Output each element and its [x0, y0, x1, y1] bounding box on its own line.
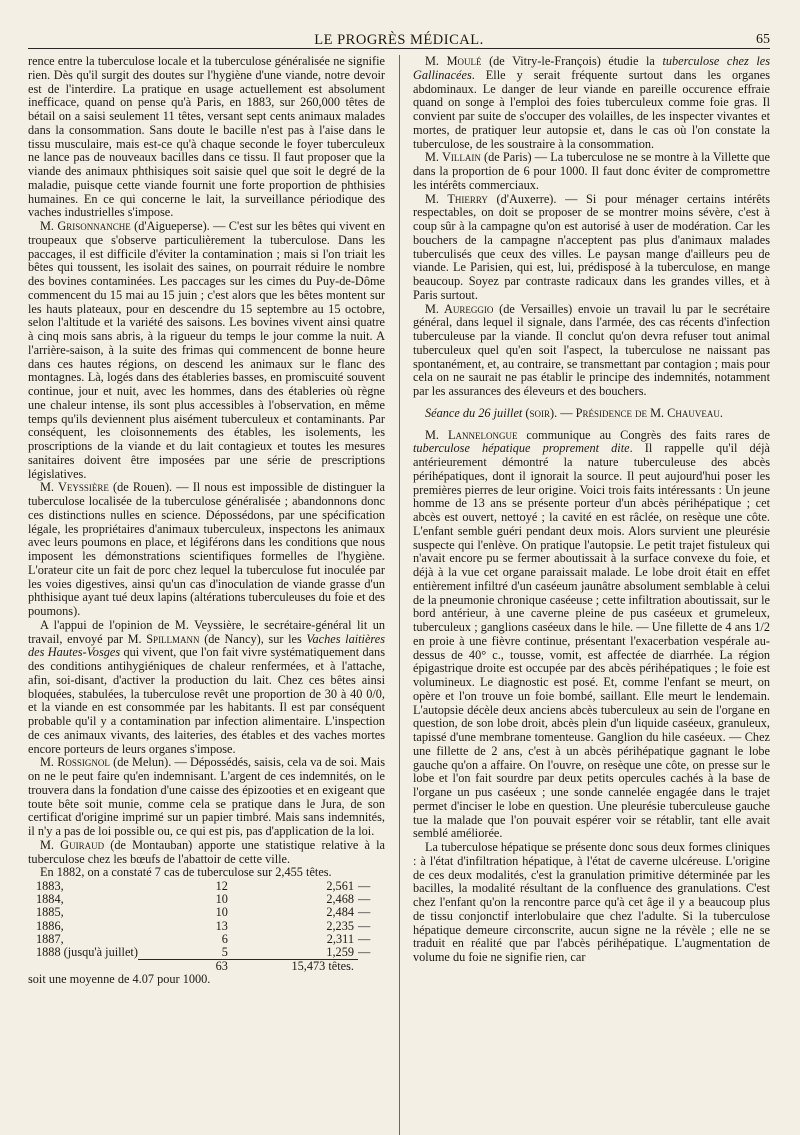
stats-cell-dash: —	[358, 892, 371, 907]
stats-total-cell: 15,473 têtes.	[268, 960, 358, 974]
session-heading: Séance du 26 juillet (soir). — Présidence de M. Chauveau.	[425, 405, 723, 420]
stats-row	[36, 906, 376, 919]
paragraph-villain: M. Villain (de Paris) — La tuberculose ne se montre à la Villette que dans la proportion de 6 pour 1000. Il faut donc éviter de compromettre les intérêts commerciaux.	[413, 150, 770, 192]
speaker-name: M. Guiraud	[40, 837, 105, 852]
paragraph-aureggio: M. Aureggio (de Versailles) envoie un travail lu par le secrétaire général, dans lequel il signale, dans l'armée, des cas récents d'infection tuberculeuse par la viande. Il conclut qu'on devra refuser tout animal tuberculeux quel qu'en soit l'aspect, la tuberculose ne naissant pas spontanément, et, au contraire, se transmettant par contagion ; mais pour cela on ne saurait ne pas établir le principe des indemnités, notamment par les assurances des éleveurs et des bouchers.	[413, 301, 771, 398]
paragraph-thierry: M. Thierry (d'Auxerre). — Si pour ménager certains intérêts respectables, on doit se proposer de se montrer moins sévère, c'est à coup sûr à la campagne qu'on est autorisé à user de modération. Car les bouchers de la campagne n'acceptent pas plus d'animaux malades tuberculisés que ceux des villes. Le paysan mange d'ailleurs peu de viande. Le Parisien, qui est, lui, prédisposé à la tuberculose, en mange beaucoup. Soyez par contraste radicaux dans les grandes villes, et à Paris surtout.	[413, 191, 770, 302]
paragraph-guiraud: M. Guiraud (de Montauban) apporte une statistique relative à la tuberculose chez les bœufs de l'abattoir de cette ville.	[28, 837, 386, 866]
stats-cell-year: 1884,	[36, 892, 64, 907]
stats-row	[36, 880, 376, 893]
stats-cell-total: 2,311	[326, 931, 354, 946]
stats-cell-dash: —	[358, 879, 371, 893]
stats-cell-cases: 10	[215, 892, 228, 907]
stats-cell-year: 1886,	[36, 918, 64, 933]
work-title: Vaches laitières des Hautes-Vosges	[28, 631, 385, 660]
running-title: LE PROGRÈS MÉDICAL.	[314, 32, 484, 48]
stats-cell-cases: 13	[215, 918, 228, 933]
stats-conclusion: soit une moyenne de 4.07 pour 1000.	[28, 972, 211, 987]
speaker-name: M. Veyssière	[40, 480, 109, 495]
tuberculosis-stats-table	[36, 880, 376, 973]
paragraph-rossignol: M. Rossignol (de Melun). — Dépossédés, saisis, cela va de soi. Mais on ne le peut faire qu'en indemnisant. L'argent de ces indemnités, on le trouvera dans la fondation d'une caisse des épizooties et en exigeant que toute bête soit munie, comme cela se pratique dans le Jura, de son certificat d'origine imprimé sur un papier timbré. Mais sans indemnités, il n'y a pas de loi possible ou, ce qui est pis, pas d'application de la loi.	[28, 755, 386, 838]
stats-row	[36, 946, 376, 960]
speaker-name: M. Aureggio	[425, 301, 494, 316]
stats-total-cell	[358, 960, 376, 974]
speaker-name: M. Grisonnanche	[40, 219, 131, 233]
paragraph-continuation: rence entre la tuberculose locale et la tuberculose généralisée ne signifie rien. Dès qu'il surgit des doutes sur l'hygiène d'une viande, notre devoir est de l'interdire. La pratique en usage actuellement est absolument inefficace, quand on pense qu'à Paris, en 1883, sur 260,000 têtes de bétail on a saisi seulement 11 têtes, versant sept cents animaux malades dans la consommation. Sans doute le bacille n'est pas à l'aise dans le tissu musculaire, mais est-ce qu'à chaque seconde le foyer tuberculeux ne lance pas de nouveaux bacilles dans ce tissu. Il faut proposer que la viande des animaux phthisiques soit saisie quel que soit le degré de la maladie, puisque cette viande fournit une forte proportion de phthisies humaines. En ce qui concerne le lait, la surveillance périodique des vaches industrielles s'impose.	[28, 54, 385, 220]
left-column	[28, 55, 385, 987]
speaker-name: M. Lannelongue	[425, 427, 518, 442]
stats-total-cell: 63	[138, 960, 268, 974]
paragraph-spillmann: A l'appui de l'opinion de M. Veyssière, le secrétaire-général lit un travail, envoyé par M. Spillmann (de Nancy), sur les Vaches laitières des Hautes-Vosges qui vivent, que l'on fait vivre systématiquement dans des conditions antihygiéniques de chaleur renfermées, et à l'attache, afin, soi-disant, d'activer la production du lait. Chez ces bêtes ainsi bloquées, stabulées, la tuberculose revêt une proportion de 30 à 40 0/0, et la viande en est consommée par les habitants. Il est par conséquent probable qu'il y a contamination par infection alimentaire. L'inspection de ces animaux vivants, des laiteries, des étables et des vaches mortes encore porteurs de leurs organes s'impose.	[28, 617, 385, 756]
stats-cell-total: 1,259	[326, 945, 354, 960]
page-header	[28, 26, 770, 49]
stats-cell-cases: 5	[221, 945, 228, 960]
stats-cell-total: 2,484	[326, 905, 354, 920]
stats-cell-cases: 12	[215, 879, 228, 893]
stats-cell-cases: 6	[221, 931, 228, 946]
stats-row	[36, 933, 376, 946]
speaker-name: M. Villain	[425, 150, 481, 165]
speaker-name: M. Thierry	[425, 191, 488, 206]
stats-intro: En 1882, on a constaté 7 cas de tuberculose sur 2,455 têtes.	[40, 865, 332, 880]
author-name: Spillmann	[146, 631, 200, 646]
stats-cell-dash: —	[358, 945, 371, 960]
two-column-body	[28, 55, 770, 987]
paragraph-hepatic-forms: La tuberculose hépatique se présente donc sous deux formes cliniques : à l'état d'infiltration hépatique, à l'état de caverne ulcéreuse. L'origine de ces deux modalités, c'est la granulation primitive déterminée par les bacilles, la modalité résultant de la confluence des granulations. C'est chez l'enfant qu'on la rencontre parce qu'à cet âge il y a beaucoup plus de tissu conjonctif interlobulaire que chez l'adulte. Si la tuberculose hépatique demeure circonscrite, aucun signe ne la révèle ; elle ne se traduit en réalité que par l'abcès périhépatique. L'augmentation de volume du foie ne signifie rien, car	[413, 840, 770, 964]
stats-cell-total: 2,468	[326, 892, 354, 907]
topic-title: tuberculose chez les Gallinacées	[413, 54, 771, 82]
stats-cell-year: 1887,	[36, 931, 64, 946]
stats-cell-year: 1885,	[36, 905, 64, 920]
stats-cell-dash: —	[358, 931, 371, 946]
stats-cell-total: 2,561	[326, 879, 354, 893]
stats-cell-year: 1883,	[36, 879, 64, 893]
stats-cell-year: 1888 (jusqu'à juillet)	[36, 945, 138, 960]
paragraph-grisonnanche: M. Grisonnanche (d'Aigueperse). — C'est sur les bêtes qui vivent en troupeaux que s'observe particulièrement la tuberculose. Dans les paccages, il est difficile d'éviter la contamination ; mais si l'on triait les bêtes qui toussent, les isolait des saines, on pourrait réduire le nombre des bovines contaminées. Les paccages sur les cimes du Puy-de-Dôme commencent du 15 mai au 15 juin ; c'est alors que les bêtes montent sur les hauts plateaux, pour en descendre du 15 septembre au 15 octobre, selon l'altitude et la variété des saisons. Les bovines vivent ainsi quatre à cinq mois sans abris, à la rigueur du temps le jour comme la nuit. A l'arrière-saison, à la suite des frimas qui commencent de bonne heure dans ces hautes régions, on descend les animaux sur le flanc des montagnes. Là, logés dans des étableries basses, en promiscuité souvent continue, jour et nuit, avec les hommes, dans des étableries où règne une chaleur intense, ils sont plus accessibles à l'observation, en même temps qu'ils deviennent plus aisément tuberculeux et contaminants. Par conséquent, les cloisonnements des étables, les isolements, les proscriptions de la viande et du lait contagieux et toutes les mesures sanitaires doivent être imposées par une série de prescriptions législatives.	[28, 219, 386, 481]
paragraph-lannelongue: M. Lannelongue communique au Congrès des faits rares de tuberculose hépatique proprement dite. Il rappelle qu'il déjà antérieurement démontré la nature tuberculeuse des abcès périhépatiques, dont il ignorait la source. Il peut aujourd'hui poser les premières pierres de leur origine. Voici trois faits intéressants : Un jeune homme de 13 ans se présente porteur d'un abcès périhépatique ; cet abcès est ouvert, nettoyé ; la cavité en est râclée, on resèque une côte. L'enfant semble guéri pendant deux mois. Alors survient une pleurésie suspecte qui l'enlève. On pratique l'autopsie. Le petit trajet fistuleux qui n'avait encore pu se fermer aboutissait à la surface convexe du foie, et déjà à la vue cet organe paraissait malade. Le lobe droit était en effet entièrement infiltré d'un caséeum jaunâtre absolument semblable à celui de la pneumonie chronique caséeuse ; cette infiltration aboutissait, sur le bord antérieur, à une caverne pleine de pus caséeux et grumeleux, tuberculeux ; ganglions caséeux dans le hile. — Une fillette de 4 ans 1/2 en proie à une fièvre continue, présentant l'exacerbation vespérale au-dessus de 40° c., tousse, vomit, est affectée de diarrhée. La région épigastrique droite est occupée par des abcès périhépatiques ; le foie est volumineux. Le diagnostic est posé. Et, comme l'enfant se meurt, on opère et l'on trouve un foie bombé, saillant. Elle meurt le lendemain. L'autopsie décèle deux anciens abcès tuberculeux au sein de l'organe en question, de son lobe droit, abcès plein d'un liquide caséeux, granuleux, tapissé d'une membrane tomenteuse. Ganglion du hile caséeux. — Chez une fillette de 2 ans, c'est à un abcès périhépatique gagnant le lobe gauche qu'on a affaire. On l'ouvre, on resèque une côte, on presse sur le lobe et l'on fait sourdre par deux petits opercules cachés à la base de l'organe un pus caséeux ; une sonde cannelée engagée dans le trajet permet d'inciser le lobe en question. Une pleurésie tuberculeuse gauche tue la malade que l'on pouvait espérer voir se rétablir, tant elle avait semblé améliorée.	[413, 427, 770, 841]
stats-cell-dash: —	[358, 918, 371, 933]
topic-title: tuberculose hépatique proprement dite	[413, 441, 630, 456]
stats-cell-cases: 10	[215, 905, 228, 920]
stats-cell-total: 2,235	[326, 918, 354, 933]
stats-total-row	[36, 960, 376, 974]
page-number: 65	[756, 32, 770, 47]
stats-row	[36, 893, 376, 906]
stats-cell-dash: —	[358, 905, 371, 920]
right-column	[413, 55, 770, 987]
speaker-name: M. Rossignol	[40, 755, 110, 770]
paragraph-veyssiere: M. Veyssière (de Rouen). — Il nous est impossible de distinguer la tuberculose localisée de la tuberculose généralisée ; abandonnons donc ces distinctions nulles en science. Dépossédons, par une spécification légale, les propriétaires d'animaux tuberculeux, inspectons les animaux avec leurs poumons en place, et légiférons dans les conditions que nous imposent les démonstrations scientifiques formelles de l'hygiène. L'orateur cite un fait de porc chez lequel la tuberculose fut inoculée par les voies digestives, ainsi qu'un cas d'inoculation de viande grasse d'un phthisique ayant tué deux lapins (altérations tuberculeuses du foie et des poumons).	[28, 480, 385, 618]
stats-row	[36, 920, 376, 933]
column-divider	[399, 55, 400, 1135]
stats-total-cell	[36, 960, 138, 974]
paragraph-moule: M. Moulé (de Vitry-le-François) étudie la tuberculose chez les Gallinacées. Elle y serait fréquente surtout dans les organes abdominaux. Le danger de leur viande en pareille occurence effraie quand on songe à l'emploi des foies tuberculeux comme foie gras. Il convient par suite de s'occuper des volailles, de les inspecter vivantes et mortes, de pratiquer leur autopsie et, dans le cas où l'on constate la tuberculose, de les soustraire à la consommation.	[413, 54, 771, 151]
speaker-name: M. Moulé	[425, 54, 482, 68]
